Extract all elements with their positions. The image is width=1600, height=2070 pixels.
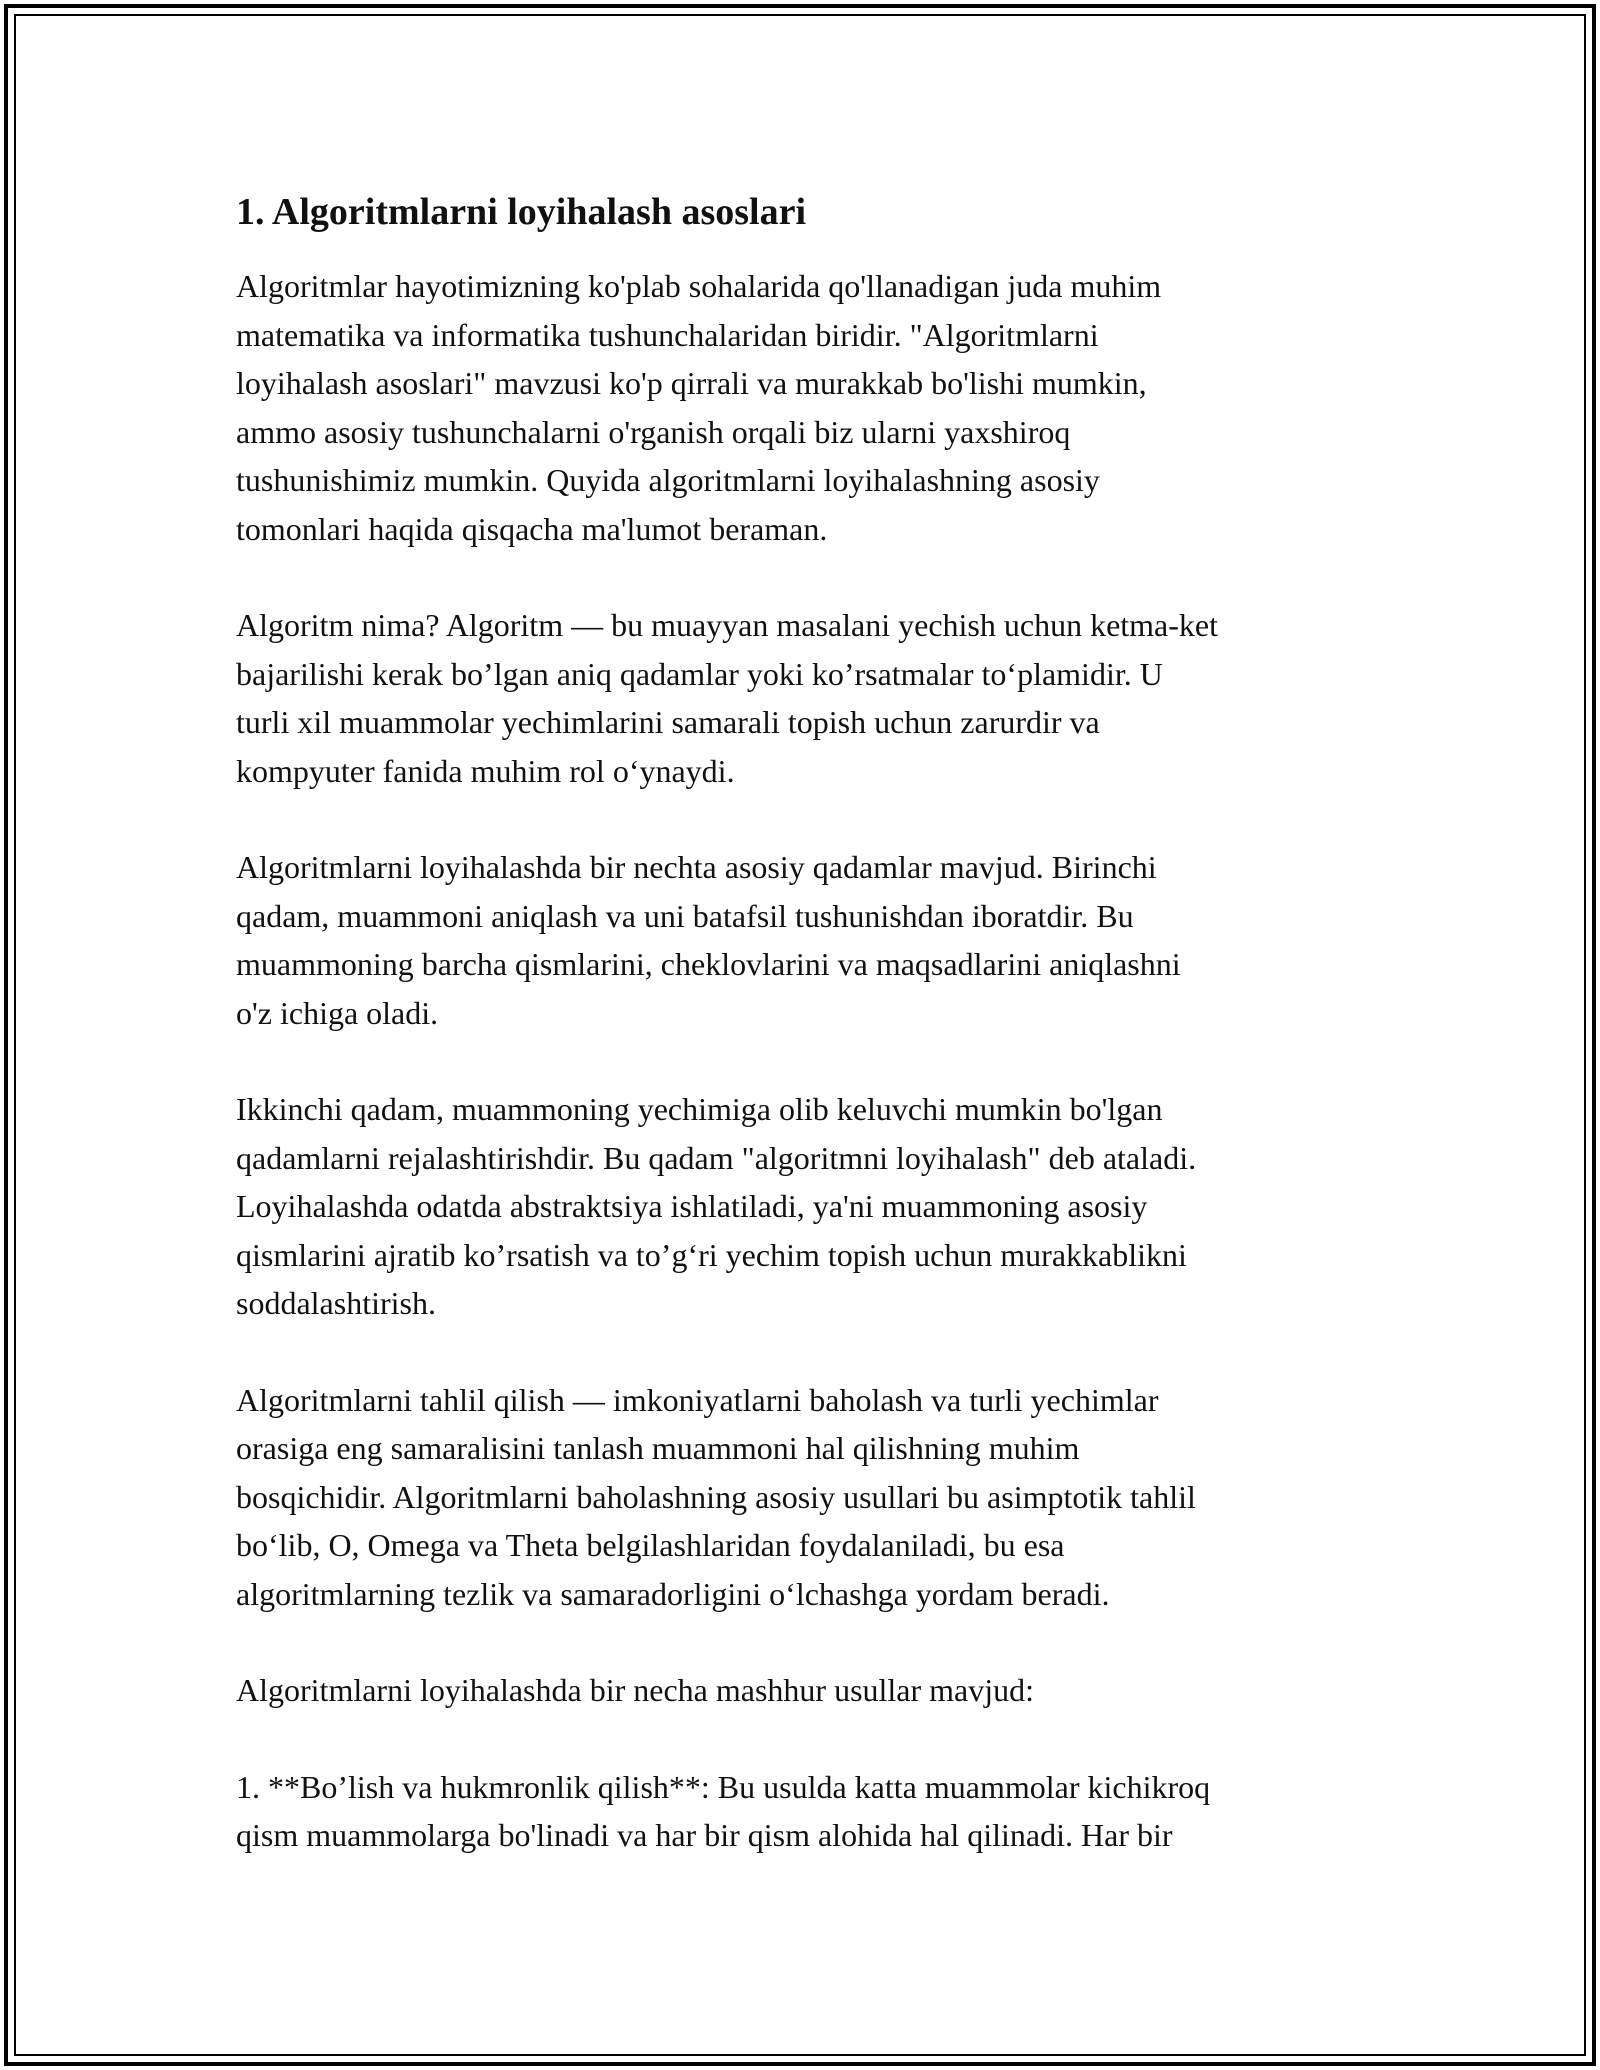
text-line: bo‘lib, O, Omega va Theta belgilashlaridan foydalaniladi, bu esa — [236, 1527, 1065, 1563]
text-line: loyihalash asoslari" mavzusi ko'p qirrali va murakkab bo'lishi mumkin, — [236, 365, 1147, 401]
text-line: algoritmlarning tezlik va samaradorligini o‘lchashga yordam beradi. — [236, 1575, 1110, 1612]
text-line: qism muammolarga bo'linadi va har bir qism alohida hal qilinadi. Har bir — [236, 1817, 1173, 1853]
text-line: Algoritmlarni loyihalashda bir nechta asosiy qadamlar mavjud. Birinchi — [236, 849, 1157, 885]
text-line: qadam, muammoni aniqlash va uni batafsil tushunishdan iboratdir. Bu — [236, 897, 1134, 934]
text-line: 1. **Bo’lish va hukmronlik qilish**: Bu usulda katta muammolar kichikroq — [236, 1768, 1211, 1805]
text-line: turli xil muammolar yechimlarini samarali topish uchun zarurdir va — [236, 704, 1100, 740]
paragraph-second-step — [236, 1085, 1396, 1328]
paragraph-divide-and-conquer — [236, 1763, 1396, 1860]
text-line: tomonlari haqida qisqacha ma'lumot beraman. — [236, 510, 828, 547]
text-line: qismlarini ajratib ko’rsatish va to’g‘ri yechim topish uchun murakkablikni — [236, 1236, 1187, 1273]
section-heading: 1. Algoritmlarni loyihalash asoslari — [236, 191, 807, 233]
text-line: soddalashtirish. — [236, 1285, 436, 1321]
document-body — [236, 186, 1396, 1908]
text-line: kompyuter fanida muhim rol o‘ynaydi. — [236, 752, 735, 789]
text-line: Loyihalashda odatda abstraktsiya ishlatiladi, ya'ni muammoning asosiy — [236, 1188, 1148, 1224]
text-line: orasiga eng samaralisini tanlash muammoni hal qilishning muhim — [236, 1430, 1080, 1466]
text-line: Algoritmlar hayotimizning ko'plab sohalarida qo'llanadigan juda muhim — [236, 268, 1162, 304]
text-line: tushunishimiz mumkin. Quyida algoritmlarni loyihalashning asosiy — [236, 462, 1100, 498]
text-line: muammoning barcha qismlarini, cheklovlarini va maqsadlarini aniqlashni — [236, 946, 1181, 982]
text-line: bosqichidir. Algoritmlarni baholashning asosiy usullari bu asimptotik tahlil — [236, 1478, 1196, 1515]
paragraph-methods-intro — [236, 1666, 1396, 1715]
text-line: Algoritmlarni loyihalashda bir necha mashhur usullar mavjud: — [236, 1672, 1035, 1708]
text-line: ammo asosiy tushunchalarni o'rganish orqali biz ularni yaxshiroq — [236, 413, 1071, 450]
text-line: Algoritm nima? Algoritm — bu muayyan masalani yechish uchun ketma-ket — [236, 607, 1218, 643]
text-line: o'z ichiga oladi. — [236, 994, 439, 1031]
paragraph-first-step — [236, 843, 1396, 1037]
text-line: Ikkinchi qadam, muammoning yechimiga olib keluvchi mumkin bo'lgan — [236, 1091, 1163, 1127]
text-line: matematika va informatika tushunchalaridan biridir. "Algoritmlarni — [236, 316, 1099, 353]
paragraph-analysis — [236, 1376, 1396, 1619]
paragraph-definition — [236, 601, 1396, 795]
text-line: qadamlarni rejalashtirishdir. Bu qadam "algoritmni loyihalash" deb ataladi. — [236, 1139, 1197, 1176]
text-line: Algoritmlarni tahlil qilish — imkoniyatlarni baholash va turli yechimlar — [236, 1381, 1159, 1418]
paragraph-intro — [236, 262, 1396, 553]
text-line: bajarilishi kerak bo’lgan aniq qadamlar yoki ko’rsatmalar to‘plamidir. U — [236, 655, 1163, 692]
